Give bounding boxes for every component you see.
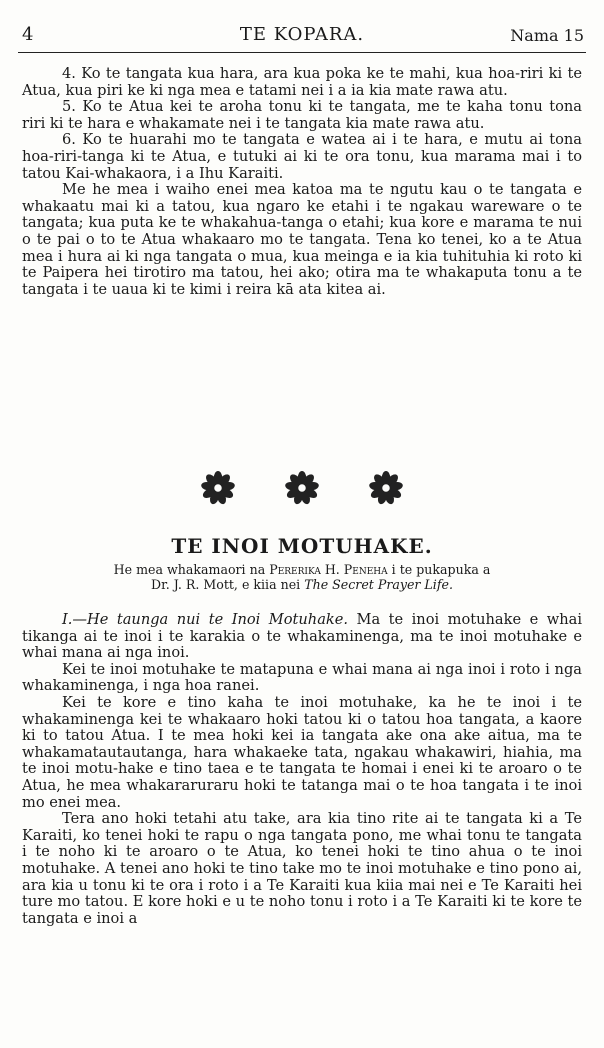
byline-line-2: Dr. J. R. Mott, e kiia nei The Secret Prayer Life. — [151, 577, 453, 592]
paragraph: Kei te kore e tino kaha te inoi motuhake, ka he te inoi i te whakaminenga kei te whakaaro hoki tatou ki o tatou hoa tangata, a kaore ki to tatou Atua. I te mea hoki kei ia tangata ake ona ake aitua, ma te whakamatautautanga, hara whakaeke tata, ngakau whakawiri, hiahia, ma te inoi motu-hake e tino taea e te tangata te homai i enei ki te aroaro o te Atua, he mea whakararuraru hoki te tatanga mai o te hoa tangata i te inoi mo enei mea. — [22, 693, 582, 811]
flower-ornament-icon — [200, 470, 236, 506]
running-title: TE KOPARA. — [239, 24, 365, 45]
byline — [40, 562, 564, 592]
flower-ornament-icon — [284, 470, 320, 506]
page-header — [18, 22, 586, 53]
top-text-block — [22, 66, 582, 298]
paragraph: I.—He taunga nui te Inoi Motuhake. Ma te inoi motuhake e whai tikanga ai te inoi i te karakia o te whakaminenga, ma te inoi motuhake e whai mana ai nga inoi. — [22, 611, 582, 662]
ornament-row — [0, 470, 604, 506]
paragraph: 6. Ko te huarahi mo te tangata e watea ai i te hara, e mutu ai tona hoa-riri-tanga ki te Atua, e tutuki ai ki te ora tonu, kua marama mai i to tatou Kai-whakaora, i a Ihu Karaiti. — [22, 131, 582, 182]
section-text-block — [22, 612, 582, 927]
issue-number: Nama 15 — [510, 26, 584, 45]
page-number: 4 — [22, 24, 34, 45]
paragraph: Me he mea i waiho enei mea katoa ma te ngutu kau o te tangata e whakaatu mai ki a tatou, kua ngaro ke etahi i te ngakau wareware o te tangata; kua puta ke te whakahua-tanga o etahi; kua kore e marama te nui o te pai o to te Atua whakaaro mo te tangata. Tena ko tenei, ko a te Atua mea i hura ai ki nga tangata o mua, kua meinga e ia kia tuhituhia ki roto ki te Paipera hei tirotiro ma tatou, hei ako; otira ma te whakaputa tonu a te tangata i te uaua ki te kimi i reira kā ata kitea ai. — [22, 181, 582, 298]
flower-ornament-icon — [368, 470, 404, 506]
subsection-lead: I.—He taunga nui te Inoi Motuhake. — [62, 611, 349, 628]
translator-name: Pererika H. Peneha — [269, 562, 388, 577]
byline-line-1: He mea whakamaori na Pererika H. Peneha i te pukapuka a — [113, 562, 491, 577]
paragraph: 5. Ko te Atua kei te aroha tonu ki te tangata, me te kaha tonu tona riri ki te hara e whakamate nei i te tangata kia mate rawa atu. — [22, 98, 582, 132]
paragraph: Kei te inoi motuhake te matapuna e whai mana ai nga inoi i roto i nga whakaminenga, i nga hoa ranei. — [22, 660, 582, 695]
book-title: The Secret Prayer Life. — [304, 577, 453, 592]
section-heading: TE INOI MOTUHAKE. — [171, 534, 433, 558]
paragraph: Tera ano hoki tetahi atu take, ara kia tino rite ai te tangata ki a Te Karaiti, ko tenei hoki te rapu o nga tangata pono, me whai tonu te tangata i te noho ki te aroaro o te Atua, ko tenei hoki te tino ahua o te inoi motuhake. A tenei ano hoki te tino take mo te inoi motuhake e tino pono ai, ara kia u tonu ki te ora i roto i a Te Karaiti kua kiia mai nei e Te Karaiti hei ture mo tatou. E kore hoki e u te noho tonu i roto i a Te Karaiti ki te kore te tangata e inoi a — [22, 810, 582, 927]
paragraph: 4. Ko te tangata kua hara, ara kua poka ke te mahi, kua hoa-riri ki te Atua, kua piri ke ki nga mea e tatami nei i a ia kia mate rawa atu. — [22, 65, 582, 99]
